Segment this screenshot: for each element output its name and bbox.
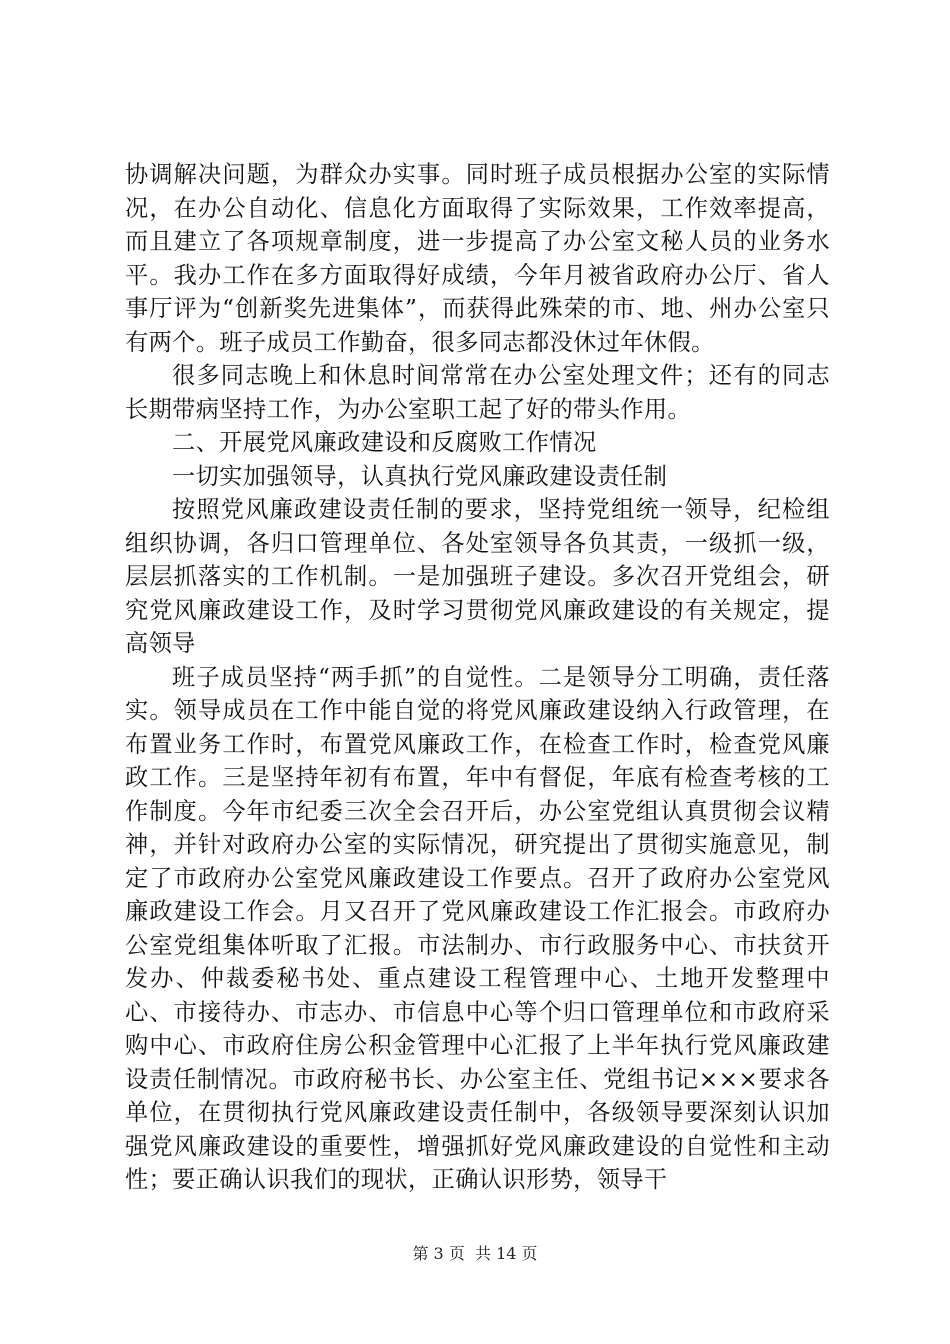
paragraph-implementation: 班子成员坚持“两手抓”的自觉性。二是领导分工明确，责任落实。领导成员在工作中能自觉的将党风廉政建设纳入行政管理，在布置业务工作时，布置党风廉政工作，在检查工作时，检查党风廉政工作。三是坚持年初有布置，年中有督促，年底有检查考核的工作制度。今年市纪委三次全会召开后，办公室党组认真贯彻会议精神，并针对政府办公室的实际情况，研究提出了贯彻实施意见，制定了市政府办公室党风廉政建设工作要点。召开了政府办公室党风廉政建设工作会。月又召开了党风廉政建设工作汇报会。市政府办公室党组集体听取了汇报。市法制办、市行政服务中心、市扶贫开发办、仲裁委秘书处、重点建设工程管理中心、土地开发整理中心、市接待办、市志办、市信息中心等个归口管理单位和市政府采购中心、市政府住房公积金管理中心汇报了上半年执行党风廉政建设责任制情况。市政府秘书长、办公室主任、党组书记×××要求各单位，在贯彻执行党风廉政建设责任制中，各级领导要深刻认识加强党风廉政建设的重要性，增强抓好党风廉政建设的自觉性和主动性；要正确认识我们的现状，正确认识形势，领导干 <box>125 663 830 1193</box>
section-heading-anticorruption: 二、开展党风廉政建设和反腐败工作情况 <box>172 429 597 456</box>
paragraph-responsibility-system: 按照党风廉政建设责任制的要求，坚持党组统一领导，纪检组组织协调，各归口管理单位、各处室领导各负其责，一级抓一级，层层抓落实的工作机制。一是加强班子建设。多次召开党组会，研究党风廉政建设工作，及时学习贯彻党风廉政建设的有关规定，提高领导 <box>125 496 830 657</box>
document-body <box>125 158 830 1197</box>
page-footer <box>0 1244 950 1264</box>
paragraph-overtime-work: 很多同志晚上和休息时间常常在办公室处理文件；还有的同志长期带病坚持工作，为办公室职工起了好的带头作用。 <box>125 362 830 423</box>
subsection-heading-leadership: 一切实加强领导，认真执行党风廉政建设责任制 <box>172 462 668 490</box>
page-number-label: 第 3 页 共 14 页 <box>412 1244 538 1263</box>
paragraph-continuation: 协调解决问题，为群众办实事。同时班子成员根据办公室的实际情况，在办公自动化、信息化方面取得了实际效果，工作效率提高，而且建立了各项规章制度，进一步提高了办公室文秘人员的业务水平。我办工作在多方面取得好成绩，今年月被省政府办公厅、省人事厅评为“创新奖先进集体”，而获得此殊荣的市、地、州办公室只有两个。班子成员工作勤奋，很多同志都没休过年休假。 <box>125 161 830 356</box>
